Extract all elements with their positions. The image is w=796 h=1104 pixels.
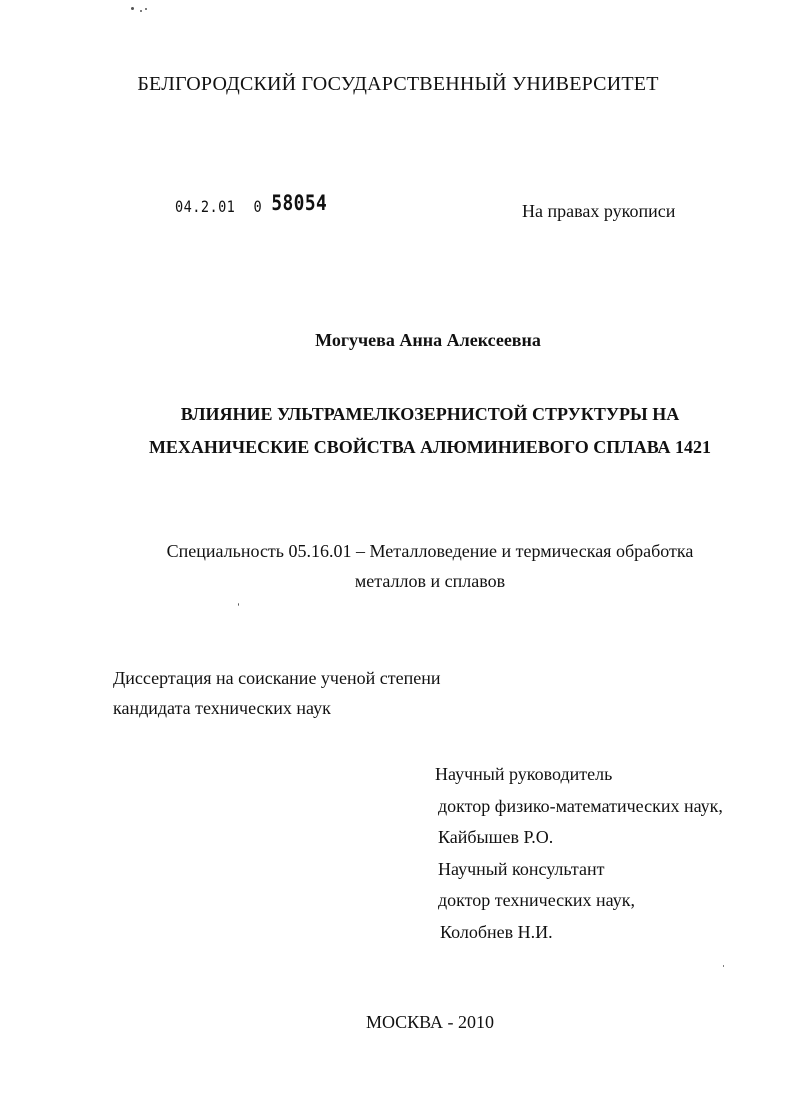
degree-line-2: кандидата технических наук xyxy=(113,698,331,718)
city-year: МОСКВА - 2010 xyxy=(365,1012,495,1032)
stamp-number: 58054 xyxy=(271,191,328,215)
scan-speck xyxy=(131,7,134,10)
manuscript-rights: На правах рукописи xyxy=(522,201,676,221)
consultant-name: Колобнев Н.И. xyxy=(440,921,553,942)
author-name: Могучева Анна Алексеевна xyxy=(315,330,541,350)
supervisor-role: Научный руководитель xyxy=(435,764,613,784)
specialty-line-1: Специальность 05.16.01 – Металловедение и термическая обработка xyxy=(166,541,694,561)
degree-statement xyxy=(113,663,440,723)
stamp-prefix: 0 xyxy=(253,197,263,216)
registration-stamp xyxy=(175,193,327,217)
dissertation-title xyxy=(0,398,796,464)
stamp-date: 04.2.01 xyxy=(175,197,236,216)
supervisor-degree: доктор физико-математических наук, xyxy=(438,795,723,816)
specialty xyxy=(0,536,796,596)
specialty-line-2: металлов и сплавов xyxy=(354,571,506,591)
scan-speck xyxy=(723,965,724,967)
consultant-role: Научный консультант xyxy=(438,858,605,879)
degree-line-1: Диссертация на соискание ученой степени xyxy=(113,668,441,688)
consultant-degree: доктор технических наук, xyxy=(438,890,635,910)
title-line-2: МЕХАНИЧЕСКИЕ СВОЙСТВА АЛЮМИНИЕВОГО СПЛАВА 1421 xyxy=(148,437,712,457)
supervisor-name: Кайбышев Р.О. xyxy=(438,827,554,847)
scan-speck xyxy=(238,603,239,606)
scan-speck xyxy=(140,10,142,12)
scan-speck xyxy=(145,8,147,10)
title-line-1: ВЛИЯНИЕ УЛЬТРАМЕЛКОЗЕРНИСТОЙ СТРУКТУРЫ НА xyxy=(180,404,680,424)
supervisors-block xyxy=(435,759,723,948)
university-name: БЕЛГОРОДСКИЙ ГОСУДАРСТВЕННЫЙ УНИВЕРСИТЕТ xyxy=(137,73,659,95)
